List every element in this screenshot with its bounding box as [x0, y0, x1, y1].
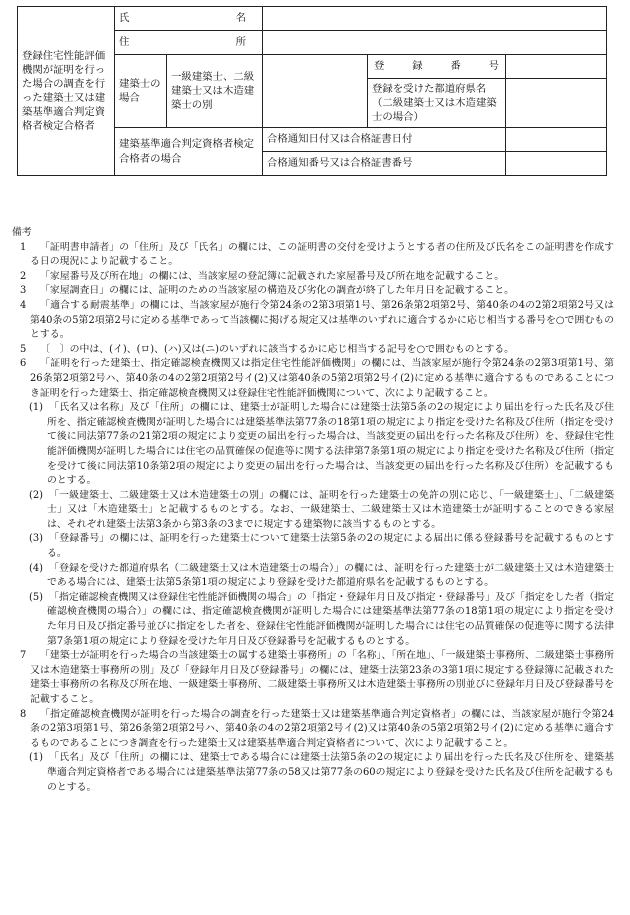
note-number: 8: [20, 708, 27, 720]
reg-prefecture-value[interactable]: [506, 79, 607, 128]
note-text: 「登録番号」の欄には、証明を行った建築士について建築士法第5条の2の規定による届出に係る登録番号を記載するものとする。: [47, 533, 614, 560]
note-item: [10, 343, 614, 358]
notes-section: [10, 226, 614, 795]
side-label: 登録住宅性能評価機関が証明を行った場合の調査を行った建築士又は建築基準適合判定資格者検定合格者: [18, 7, 115, 176]
reg-no-char: 録: [412, 60, 423, 73]
pass-date-label: 合格通知日付又は合格証書日付: [263, 128, 506, 152]
pass-date-value[interactable]: [506, 128, 607, 152]
reg-no-value[interactable]: [506, 55, 607, 79]
note-number: (4): [29, 562, 43, 574]
reg-no-char: 号: [488, 60, 499, 73]
notes-heading: 備考: [12, 227, 32, 238]
judge-case-label: 建築基準適合判定資格者検定合格者の場合: [115, 128, 263, 176]
name-label-a: 氏: [119, 12, 130, 25]
note-subitem: [10, 751, 614, 795]
note-subitem: [10, 532, 614, 561]
note-subitem: [10, 401, 614, 489]
reg-no-label: [368, 55, 506, 79]
note-number: (3): [29, 533, 43, 545]
name-label: [115, 7, 263, 31]
architect-class-value[interactable]: [263, 55, 368, 128]
pass-no-value[interactable]: [506, 152, 607, 176]
note-subitem: [10, 489, 614, 533]
note-item: [10, 357, 614, 401]
note-text: 「登録を受けた都道府県名（二級建築士又は木造建築士の場合）」の欄には、証明を行った建築士が二級建築士又は木造建築士である場合には、建築士法第5条第1項の規定により登録を受けた都道府県名を記載するものとする。: [47, 562, 614, 589]
note-text: 「家屋番号及び所在地」の欄には、当該家屋の登記簿に記載された家屋番号及び所在地を記載すること。: [40, 270, 505, 282]
note-subitem: [10, 591, 614, 649]
note-item: [10, 284, 614, 299]
note-text: 「建築士が証明を行った場合の当該建築士の属する建築士事務所」の「名称」、「所在地」、「一級建築士事務所、二級建築士事務所又は木造建築士事務所の別」及び「登録年月日及び登録番号」の欄には、建築士法第23条の3第1項に規定する登録簿に記載された建築士事務所の名称及び所在地、一級建築士事務所、二級建築士事務所又は木造建築士事務所の別並びに登録年月日及び登録番号を記載すること。: [30, 650, 614, 705]
reg-prefecture-label: 登録を受けた都道府県名（二級建築士又は木造建築士の場合）: [368, 79, 506, 128]
inspector-table: [17, 6, 607, 176]
architect-case-label: 建築士の場合: [115, 55, 167, 128]
note-text: 「氏名」及び「住所」の欄には、建築士である場合には建築士法第5条の2の規定により届出を行った氏名及び住所を、建築基準適合判定資格者である場合には建築基準法第77条の58又は第77条の60の規定により登録を受けた氏名及び住所を記載するものとする。: [47, 752, 614, 793]
note-number: 2: [20, 270, 27, 282]
note-item: [10, 649, 614, 707]
note-number: 1: [20, 241, 27, 253]
address-value[interactable]: [263, 31, 607, 55]
note-number: 3: [20, 285, 27, 297]
note-number: 5: [20, 343, 27, 355]
name-label-b: 名: [235, 12, 246, 25]
note-text: 「指定確認検査機関又は登録住宅性能評価機関の場合」の「指定・登録年月日及び指定・登録番号」及び「指定をした者（指定確認検査機関の場合）」の欄には、指定確認検査機関が証明した場合には建築基準法第77条の18第1項の規定により指定を受けた年月日及び指定番号並びに指定をした者を、登録住宅性能評価機関が証明した場合には住宅の品質確保の促進等に関する法律第7条第1項の規定により登録を受けた年月日及び登録番号を記載するものとする。: [47, 591, 614, 647]
name-value[interactable]: [263, 7, 607, 31]
note-text: 〔 〕の中は、(イ)、(ロ)、(ハ)又は(ニ)のいずれに該当するかに応じ相当する記号を○で囲むものとする。: [40, 343, 514, 355]
note-item: [10, 270, 614, 285]
note-text: 「証明書申請者」の「住所」及び「氏名」の欄には、この証明書の交付を受けようとする者の住所及び氏名をこの証明書を作成する日の現況により記載すること。: [30, 241, 614, 268]
pass-no-label: 合格通知番号又は合格証書番号: [263, 152, 506, 176]
note-text: 「一級建築士、二級建築士又は木造建築士の別」の欄には、証明を行った建築士の免許の別に応じ、「一級建築士」、「二級建築士」又は「木造建築士」と記載するものとする。なお、一級建築士、二級建築士又は木造建築士が証明することのできる家屋は、それぞれ建築士法第3条から第3条の3までに規定する建築物に該当するものとする。: [47, 489, 614, 530]
address-label-b: 所: [235, 36, 246, 49]
note-text: 「氏名又は名称」及び「住所」の欄には、建築士が証明した場合には建築士法第5条の2の規定により届出を行った氏名及び住所を、指定確認検査機関が証明した場合には建築基準法第77条の18第1項の規定により指定を受けた名称及び住所（指定を受けて後に同法第77条の21第2項の規定により変更の届出を行った場合は、当該変更の届出を行った名称及び住所）を、登録住宅性能評価機関が証明した場合には住宅の品質確保の促進等に関する法律第7条第1項の規定により指定を受けた名称及び住所（指定を受けて後に同法第10条第2項の規定により変更の届出を行った場合は、当該変更の届出を行った名称及び住所）を記載するものとする。: [47, 402, 614, 487]
certificate-form: [17, 6, 610, 176]
note-text: 「証明を行った建築士、指定確認検査機関又は指定住宅性能評価機関」の欄には、当該家屋が施行令第24条の2第3項第1号、第26条第2項第2号ハ、第40条の4の2第2項第2号イ(2)又は第40条の5第2項第2号イ(2)に定める基準に適合するものであることにつき証明を行った建築士、指定確認検査機関又は登録住宅性能評価機関について、次により記載すること。: [30, 358, 614, 399]
note-subitem: [10, 562, 614, 591]
note-number: (1): [29, 402, 43, 414]
note-number: 4: [20, 299, 27, 311]
reg-no-char: 登: [374, 60, 385, 73]
note-number: (5): [29, 591, 43, 603]
note-item: [10, 708, 614, 752]
note-text: 「適合する耐震基準」の欄には、当該家屋が施行令第24条の2第3項第1号、第26条第2項第2号、第40条の4の2第2項第2号又は第40条の5第2項第2号に定める基準であって当該欄に掲げる規定又は基準のいずれに適合するかに応じ相当する番号を○で囲むものとする。: [30, 299, 614, 341]
reg-no-char: 番: [450, 60, 461, 73]
note-text: 「家屋調査日」の欄には、証明のための当該家屋の構造及び劣化の調査が終了した年月日を記載すること。: [40, 285, 515, 297]
architect-class-label: 一級建築士、二級建築士又は木造建築士の別: [167, 55, 263, 128]
note-item: [10, 241, 614, 270]
note-text: 「指定確認検査機関が証明を行った場合の調査を行った建築士又は建築基準適合判定資格者」の欄には、当該家屋が施行令第24条の2第3項第1号、第26条第2項第2号ハ、第40条の4の2第2項第2号イ(2)又は第40条の5第2項第2号イ(2)に定める基準に適合するものであることにつき調査を行った建築士又は建築基準適合判定資格者について、次により記載すること。: [30, 708, 614, 749]
note-item: [10, 299, 614, 343]
address-label-a: 住: [119, 36, 130, 49]
note-number: (2): [29, 489, 43, 501]
address-label: [115, 31, 263, 55]
note-number: (1): [29, 752, 43, 764]
note-number: 7: [20, 650, 27, 662]
note-number: 6: [20, 358, 27, 370]
